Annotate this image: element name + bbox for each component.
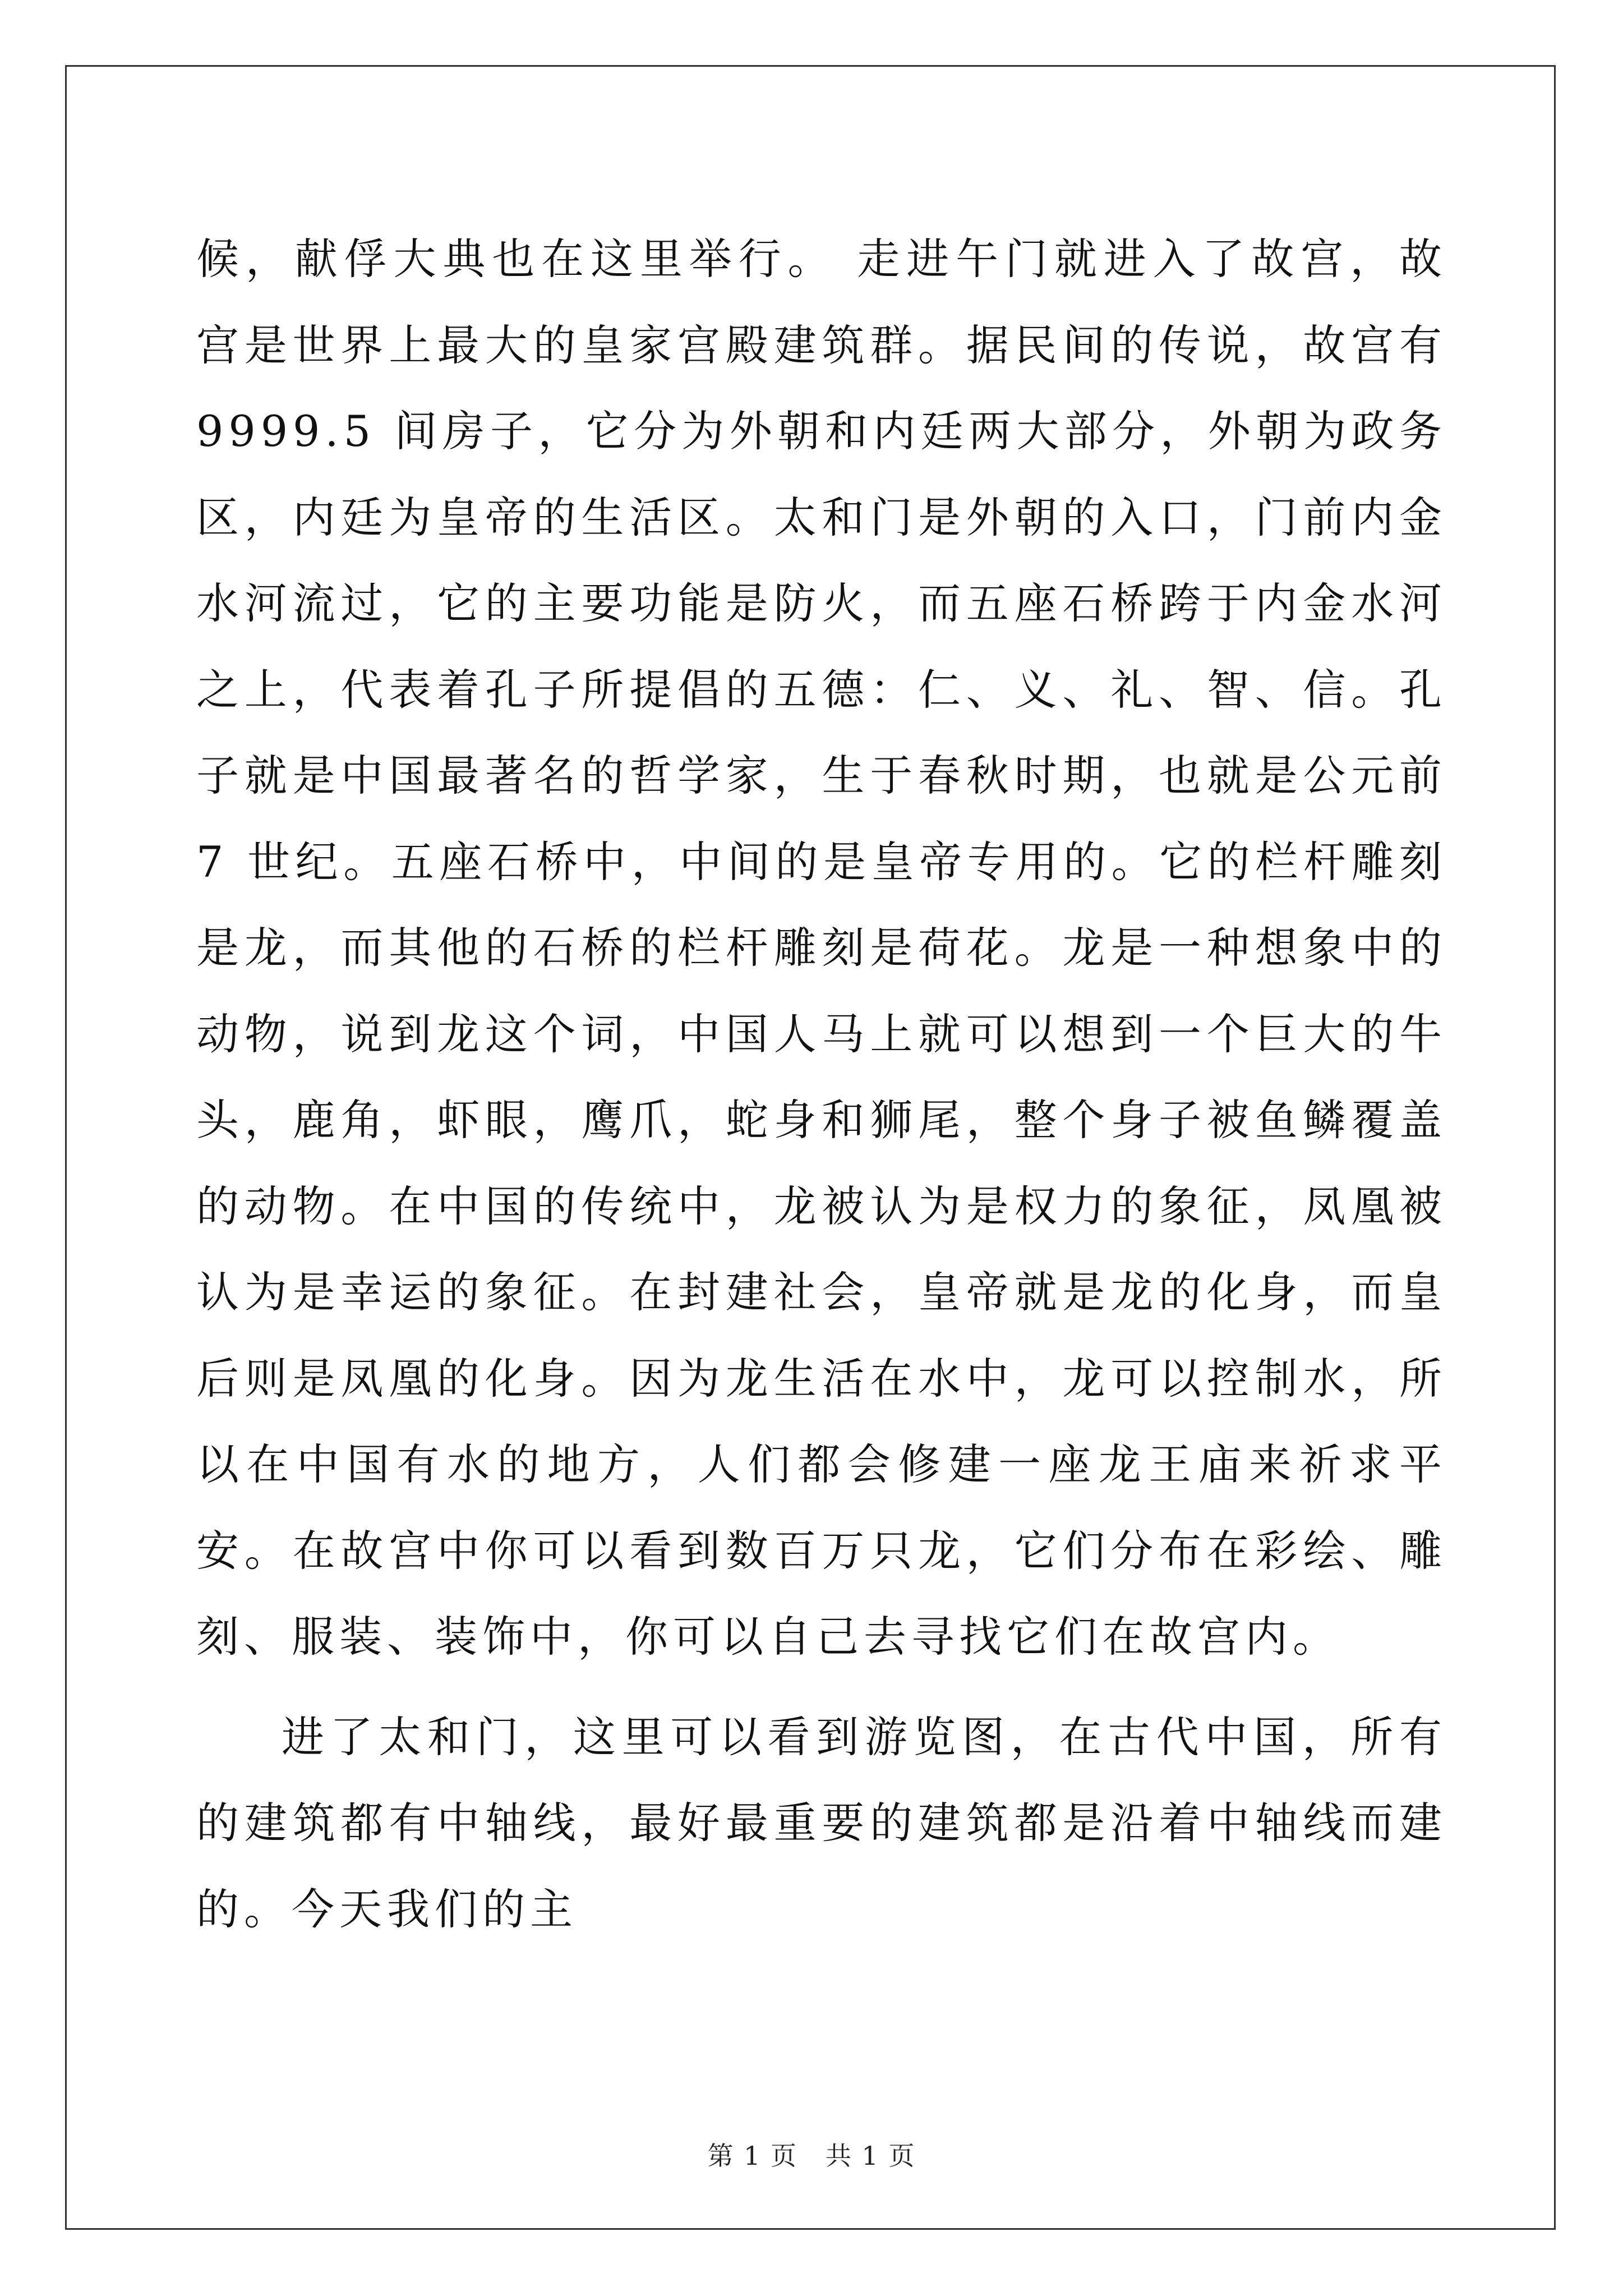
document-body [196, 216, 1447, 1952]
page-footer [0, 2136, 1623, 2173]
footer-spacer [797, 2141, 826, 2171]
page-number: 第 1 页 [707, 2141, 798, 2171]
paragraph-2: 进了太和门，这里可以看到游览图，在古代中国，所有的建筑都有中轴线，最好最重要的建筑都是沿着中轴线而建的。今天我们的主 [196, 1711, 1447, 1934]
page-total: 共 1 页 [825, 2141, 916, 2171]
paragraph-1: 候，献俘大典也在这里举行。 走进午门就进入了故宫，故宫是世界上最大的皇家宫殿建筑群。据民间的传说，故宫有 9999.5 间房子，它分为外朝和内廷两大部分，外朝为政务区，内廷为皇帝的生活区。太和门是外朝的入口，门前内金水河流过，它的主要功能是防火，而五座石桥跨于内金水河之上，代表着孔子所提倡的五德：仁、义、礼、智、信。孔子就是中国最著名的哲学家，生于春秋时期，也就是公元前 7 世纪。五座石桥中，中间的是皇帝专用的。它的栏杆雕刻是龙，而其他的石桥的栏杆雕刻是荷花。龙是一种想象中的动物，说到龙这个词，中国人马上就可以想到一个巨大的牛头，鹿角，虾眼，鹰爪，蛇身和狮尾，整个身子被鱼鳞覆盖的动物。在中国的传统中，龙被认为是权力的象征，凤凰被认为是幸运的象征。在封建社会，皇帝就是龙的化身，而皇后则是凤凰的化身。因为龙生活在水中，龙可以控制水，所以在中国有水的地方，人们都会修建一座龙王庙来祈求平安。在故宫中你可以看到数百万只龙，它们分布在彩绘、雕刻、服装、装饰中，你可以自己去寻找它们在故宫内。 [196, 234, 1447, 1662]
